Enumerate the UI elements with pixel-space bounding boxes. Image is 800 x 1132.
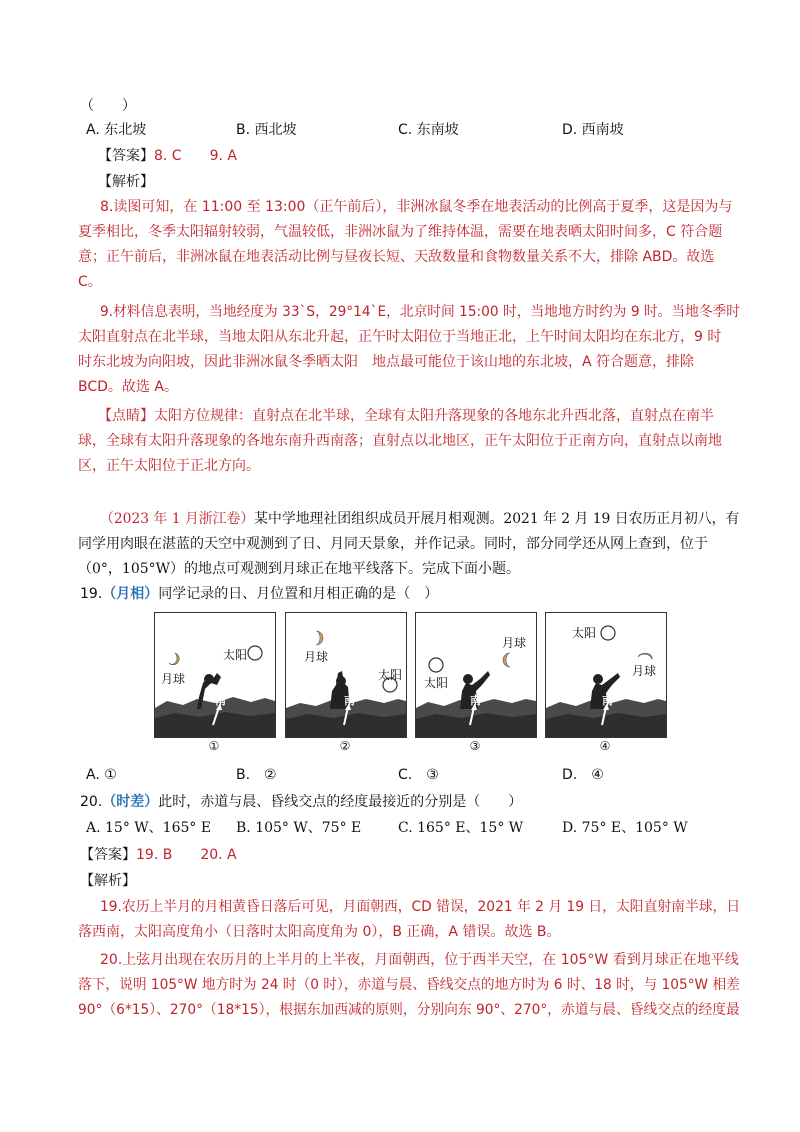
figure-panel-3 bbox=[415, 612, 537, 738]
answer-text: 19. B 20. A bbox=[136, 847, 237, 863]
sun-label: 太阳 bbox=[572, 626, 597, 640]
figure-panel-1 bbox=[154, 612, 276, 738]
material-line: 同学用肉眼在湛蓝的天空中观测到了日、月同天景象，并作记录。同时，部分同学还从网上查到，位于 bbox=[78, 536, 708, 552]
option-d: D. ④ bbox=[562, 767, 604, 783]
analysis-label: 【解析】 bbox=[98, 174, 154, 190]
option-b: B. 105° W、75° E bbox=[236, 820, 362, 836]
moon-label: 月球 bbox=[632, 664, 657, 678]
option-c: C. 165° E、15° W bbox=[398, 820, 524, 836]
question-20: 20.（时差）此时，赤道与晨、昏线交点的经度最接近的分别是（ ） bbox=[80, 794, 523, 810]
panel-number: ③ bbox=[469, 739, 481, 753]
south-label: 南 bbox=[344, 694, 355, 707]
sun-label: 太阳 bbox=[378, 668, 403, 682]
moon-label: 月球 bbox=[502, 636, 527, 650]
question-tag: （月相） bbox=[102, 586, 159, 602]
panel-number: ② bbox=[339, 739, 351, 753]
figure-panel-2 bbox=[285, 612, 407, 738]
tip-line: 球，全球有太阳升落现象的各地东南升西南落；直射点以北地区，正午太阳位于正南方向，直射点以南地 bbox=[78, 433, 722, 449]
option-a: A. 15° W、165° E bbox=[86, 820, 212, 836]
panel-number: ④ bbox=[599, 739, 611, 753]
south-label: 南 bbox=[215, 694, 226, 707]
explanation-line: 8.读图可知，在 11:00 至 13:00（正午前后），非洲冰鼠冬季在地表活动的比例高于夏季，这是因为与 bbox=[100, 199, 733, 215]
explanation-line: 90°（6*15）、270°（18*15），根据东加西减的原则，分别向东 90°、270°，赤道与晨、昏线交点的经度最 bbox=[78, 1002, 740, 1018]
figure-panel-4 bbox=[545, 612, 667, 738]
question-19: 19.（月相）同学记录的日、月位置和月相正确的是（ ） bbox=[80, 586, 439, 602]
moon-label: 月球 bbox=[304, 650, 329, 664]
analysis-label: 【解析】 bbox=[80, 873, 136, 889]
question-tag: （时差） bbox=[102, 794, 159, 810]
answer-label: 【答案】 bbox=[98, 148, 154, 164]
answer-text: 8. C 9. A bbox=[154, 148, 237, 164]
answer-block bbox=[80, 845, 237, 865]
material-line: （2023 年 1 月浙江卷）某中学地理社团组织成员开展月相观测。2021 年 2 月 19 日农历正月初八，有 bbox=[100, 511, 740, 527]
option-d: D. 75° E、105° W bbox=[562, 820, 688, 836]
option-c: C. ③ bbox=[398, 767, 439, 783]
tip-line: 区，正午太阳位于正北方向。 bbox=[78, 458, 260, 474]
tip-label: 【点睛】 bbox=[98, 408, 154, 424]
explanation-line: 19.农历上半月的月相黄昏日落后可见，月面朝西，CD 错误，2021 年 2 月 19 日，太阳直射南半球，日 bbox=[100, 899, 741, 915]
sun-label: 太阳 bbox=[223, 648, 248, 662]
question-paren: （ ） bbox=[80, 98, 136, 114]
material-line: （0°，105°W）的地点可观测到月球正在地平线落下。完成下面小题。 bbox=[78, 561, 521, 577]
explanation-line: 时东北坡为向阳坡，因此非洲冰鼠冬季晒太阳 地点最可能位于该山地的东北坡，A 符合题意，排除 bbox=[78, 354, 695, 370]
explanation-line: 意；正午前后，非洲冰鼠在地表活动比例与昼夜长短、天敌数量和食物数量关系不大，排除 ABD。故选 bbox=[78, 249, 715, 265]
option-c: C. 东南坡 bbox=[398, 122, 459, 138]
explanation-line: 20.上弦月出现在农历月的上半月的上半夜，月面朝西，位于西半天空，在 105°W 看到月球正在地平线 bbox=[100, 952, 739, 968]
tip-line: 【点睛】太阳方位规律：直射点在北半球，全球有太阳升落现象的各地东北升西北落，直射点在南半 bbox=[98, 408, 714, 424]
option-b: B. 西北坡 bbox=[236, 122, 297, 138]
explanation-line: C。 bbox=[78, 274, 102, 290]
explanation-line: BCD。故选 A。 bbox=[78, 379, 178, 395]
explanation-line: 9.材料信息表明，当地经度为 33`S，29°14`E，北京时间 15:00 时，当地地方时约为 9 时。当地冬季时 bbox=[100, 304, 740, 320]
option-b: B. ② bbox=[236, 767, 277, 783]
south-label: 南 bbox=[470, 694, 481, 707]
explanation-line: 夏季相比，冬季太阳辐射较弱，气温较低，非洲冰鼠为了维持体温，需要在地表晒太阳时间多，C 符合题 bbox=[78, 224, 723, 240]
explanation-line: 落下，说明 105°W 地方时为 24 时（0 时），赤道与晨、昏线交点的地方时为 6 时、18 时，与 105°W 相差 bbox=[78, 977, 740, 993]
option-a: A. 东北坡 bbox=[86, 122, 147, 138]
explanation-line: 落西南，太阳高度角小（日落时太阳高度角为 0），B 正确，A 错误。故选 B。 bbox=[78, 924, 561, 940]
south-label: 南 bbox=[602, 694, 613, 707]
panel-number: ① bbox=[208, 739, 220, 753]
explanation-line: 太阳直射点在北半球，当地太阳从东北升起，正午时太阳位于当地正北，上午时间太阳均在东北方，9 时 bbox=[78, 329, 722, 345]
moon-label: 月球 bbox=[161, 672, 186, 686]
option-a: A. ① bbox=[86, 767, 117, 783]
answer-block bbox=[98, 146, 237, 166]
material-source: （2023 年 1 月浙江卷） bbox=[100, 511, 255, 527]
option-d: D. 西南坡 bbox=[562, 122, 624, 138]
answer-label: 【答案】 bbox=[80, 847, 136, 863]
sun-label: 太阳 bbox=[424, 676, 449, 690]
